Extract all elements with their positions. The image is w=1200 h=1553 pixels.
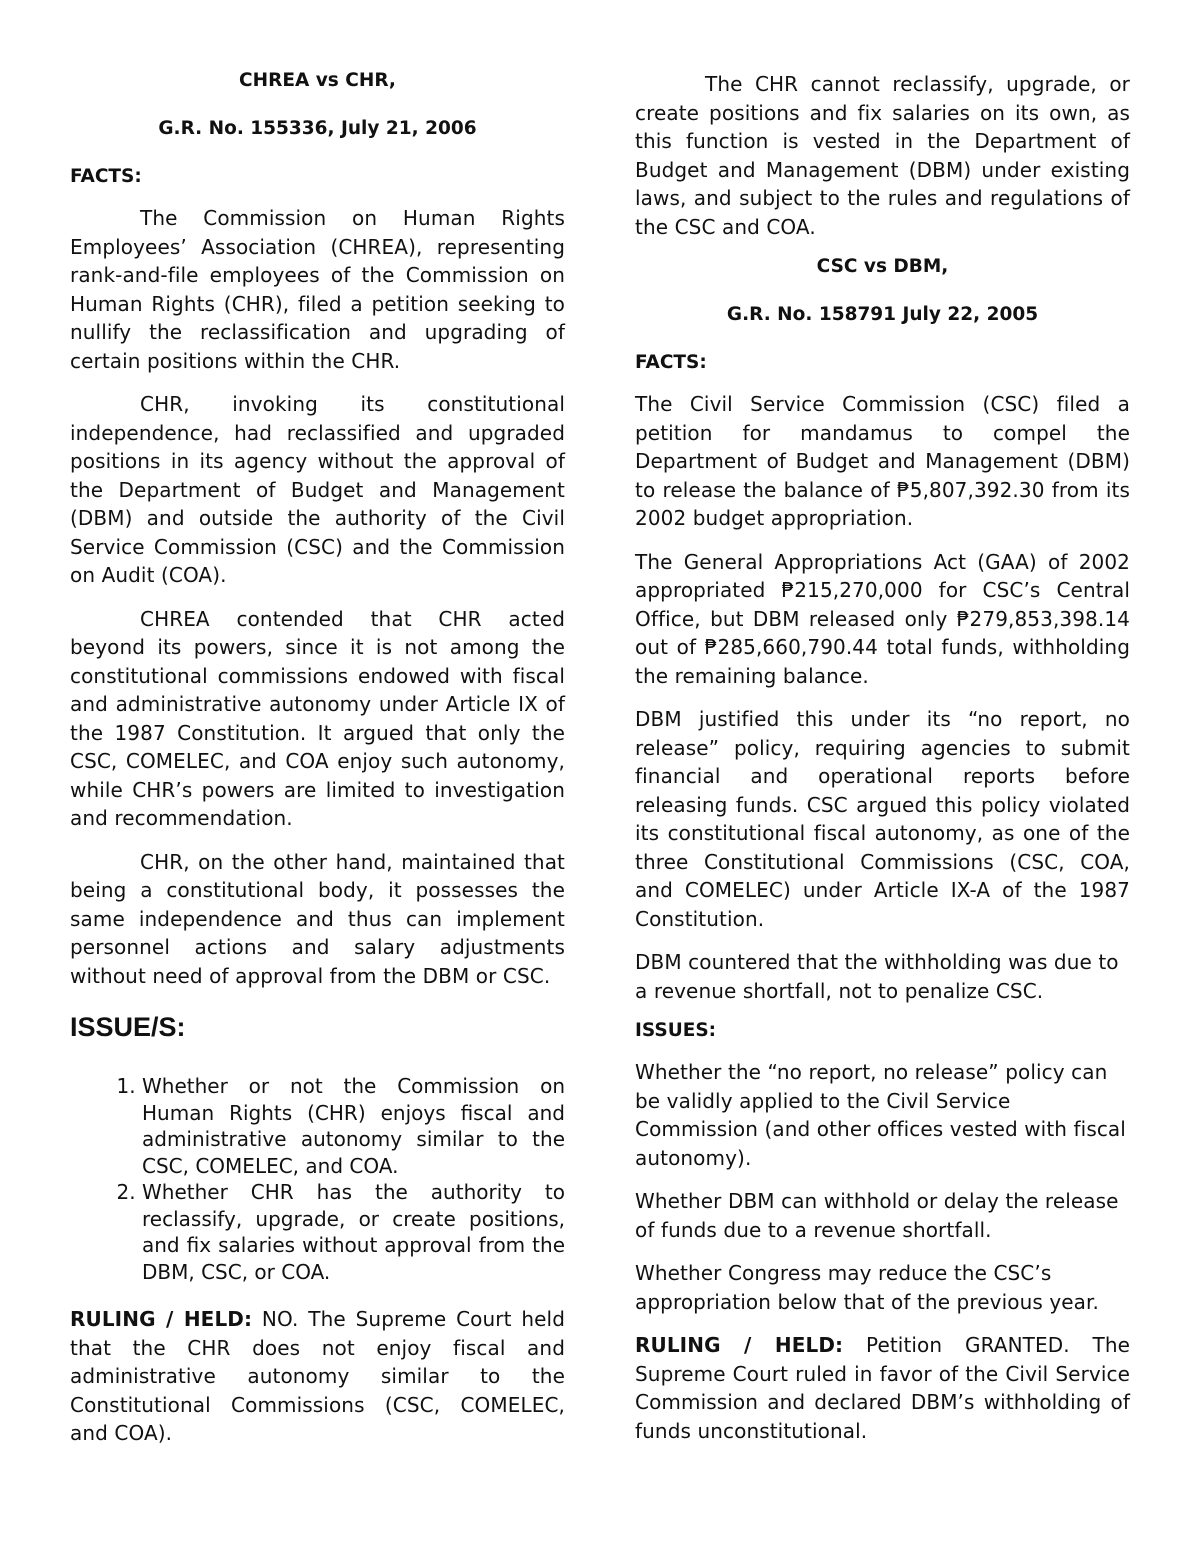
- case2-issue-item: Whether Congress may reduce the CSC’s appropriation below that of the previous year.: [635, 1261, 1099, 1314]
- case1-issues-heading: ISSUE/S:: [70, 1012, 186, 1042]
- case1-facts-paragraph: The Commission on Human Rights Employees’ Association (CHREA), representing rank-and-file employees of the Commission on Human Rights (CHR), filed a petition seeking to nullify the reclassification and upgrading of certain positions within the CHR.: [70, 206, 565, 373]
- case2-issue-item: Whether the “no report, no release” policy can be validly applied to the Civil Service Commission (and other offices vested with fiscal autonomy).: [635, 1060, 1126, 1170]
- case2-ruling-label: RULING / HELD:: [635, 1333, 844, 1357]
- case2-facts-paragraph: DBM justified this under its “no report, no release” policy, requiring agencies to submit financial and operational reports before releasing funds. CSC argued this policy violated its constitutional fiscal autonomy, as one of the three Constitutional Commissions (CSC, COA, and COMELEC) under Article IX-A of the 1987 Constitution.: [635, 707, 1130, 931]
- case2-issue-item: Whether DBM can withhold or delay the release of funds due to a revenue shortfall.: [635, 1189, 1119, 1242]
- case1-ruling-continued: The CHR cannot reclassify, upgrade, or create positions and fix salaries on its own, as this function is vested in the Department of Budget and Management (DBM) under existing laws, and subject to the rules and regulations of the CSC and COA.: [635, 72, 1130, 239]
- case2-facts-paragraph: The General Appropriations Act (GAA) of 2002 appropriated ₱215,270,000 for CSC’s Central Office, but DBM released only ₱279,853,398.14 out of ₱285,660,790.44 total funds, withholding the remaining balance.: [635, 549, 1130, 688]
- case2-ruling: [635, 1331, 1130, 1445]
- case1-facts-paragraph: CHR, invoking its constitutional independence, had reclassified and upgraded positions in its agency without the approval of the Department of Budget and Management (DBM) and outside the authority of the Civil Service Commission (CSC) and the Commission on Audit (COA).: [70, 392, 565, 587]
- case2-title: CSC vs DBM,: [816, 256, 949, 277]
- case2-facts-paragraph: The Civil Service Commission (CSC) filed a petition for mandamus to compel the Department of Budget and Management (DBM) to release the balance of ₱5,807,392.30 from its 2002 budget appropriation.: [635, 392, 1130, 530]
- case1-facts-paragraph: CHREA contended that CHR acted beyond its powers, since it is not among the constitutional commissions endowed with fiscal and administrative autonomy under Article IX of the 1987 Constitution. It argued that only the CSC, COMELEC, and COA enjoy such autonomy, while CHR’s powers are limited to investigation and recommendation.: [70, 606, 565, 830]
- case2-ruling-text: Petition GRANTED. The Supreme Court ruled in favor of the Civil Service Commission and declared DBM’s withholding of funds unconstitutional.: [635, 1333, 1131, 1443]
- case2-issues-heading: ISSUES:: [635, 1020, 717, 1041]
- case1-gr-number: G.R. No. 155336, July 21, 2006: [158, 118, 477, 139]
- case1-facts-paragraph: CHR, on the other hand, maintained that being a constitutional body, it possesses the same independence and thus can implement personnel actions and salary adjustments without need of approval from the DBM or CSC.: [70, 849, 565, 988]
- left-column: [70, 70, 565, 1463]
- case2-facts-heading: FACTS:: [635, 352, 707, 373]
- case1-title: CHREA vs CHR,: [239, 70, 396, 91]
- case1-ruling-text: NO. The Supreme Court held that the CHR does not enjoy fiscal and administrative autonomy similar to the Constitutional Commissions (CSC, COMELEC, and COA).: [70, 1307, 565, 1445]
- case1-issues-list: [70, 1073, 565, 1285]
- case1-issue-item: 1. Whether or not the Commission on Human Rights (CHR) enjoys fiscal and administrative autonomy similar to the CSC, COMELEC, and COA.: [142, 1073, 565, 1179]
- case1-issue-item: 2. Whether CHR has the authority to reclassify, upgrade, or create positions, and fix salaries without approval from the DBM, CSC, or COA.: [142, 1179, 565, 1285]
- right-column: [635, 70, 1130, 1460]
- case2-facts-paragraph: DBM countered that the withholding was due to a revenue shortfall, not to penalize CSC.: [635, 950, 1119, 1003]
- case2-gr-number: G.R. No. 158791 July 22, 2005: [726, 304, 1039, 325]
- case1-facts-heading: FACTS:: [70, 166, 142, 187]
- case1-ruling: [70, 1305, 565, 1448]
- case1-ruling-label: RULING / HELD:: [70, 1307, 253, 1331]
